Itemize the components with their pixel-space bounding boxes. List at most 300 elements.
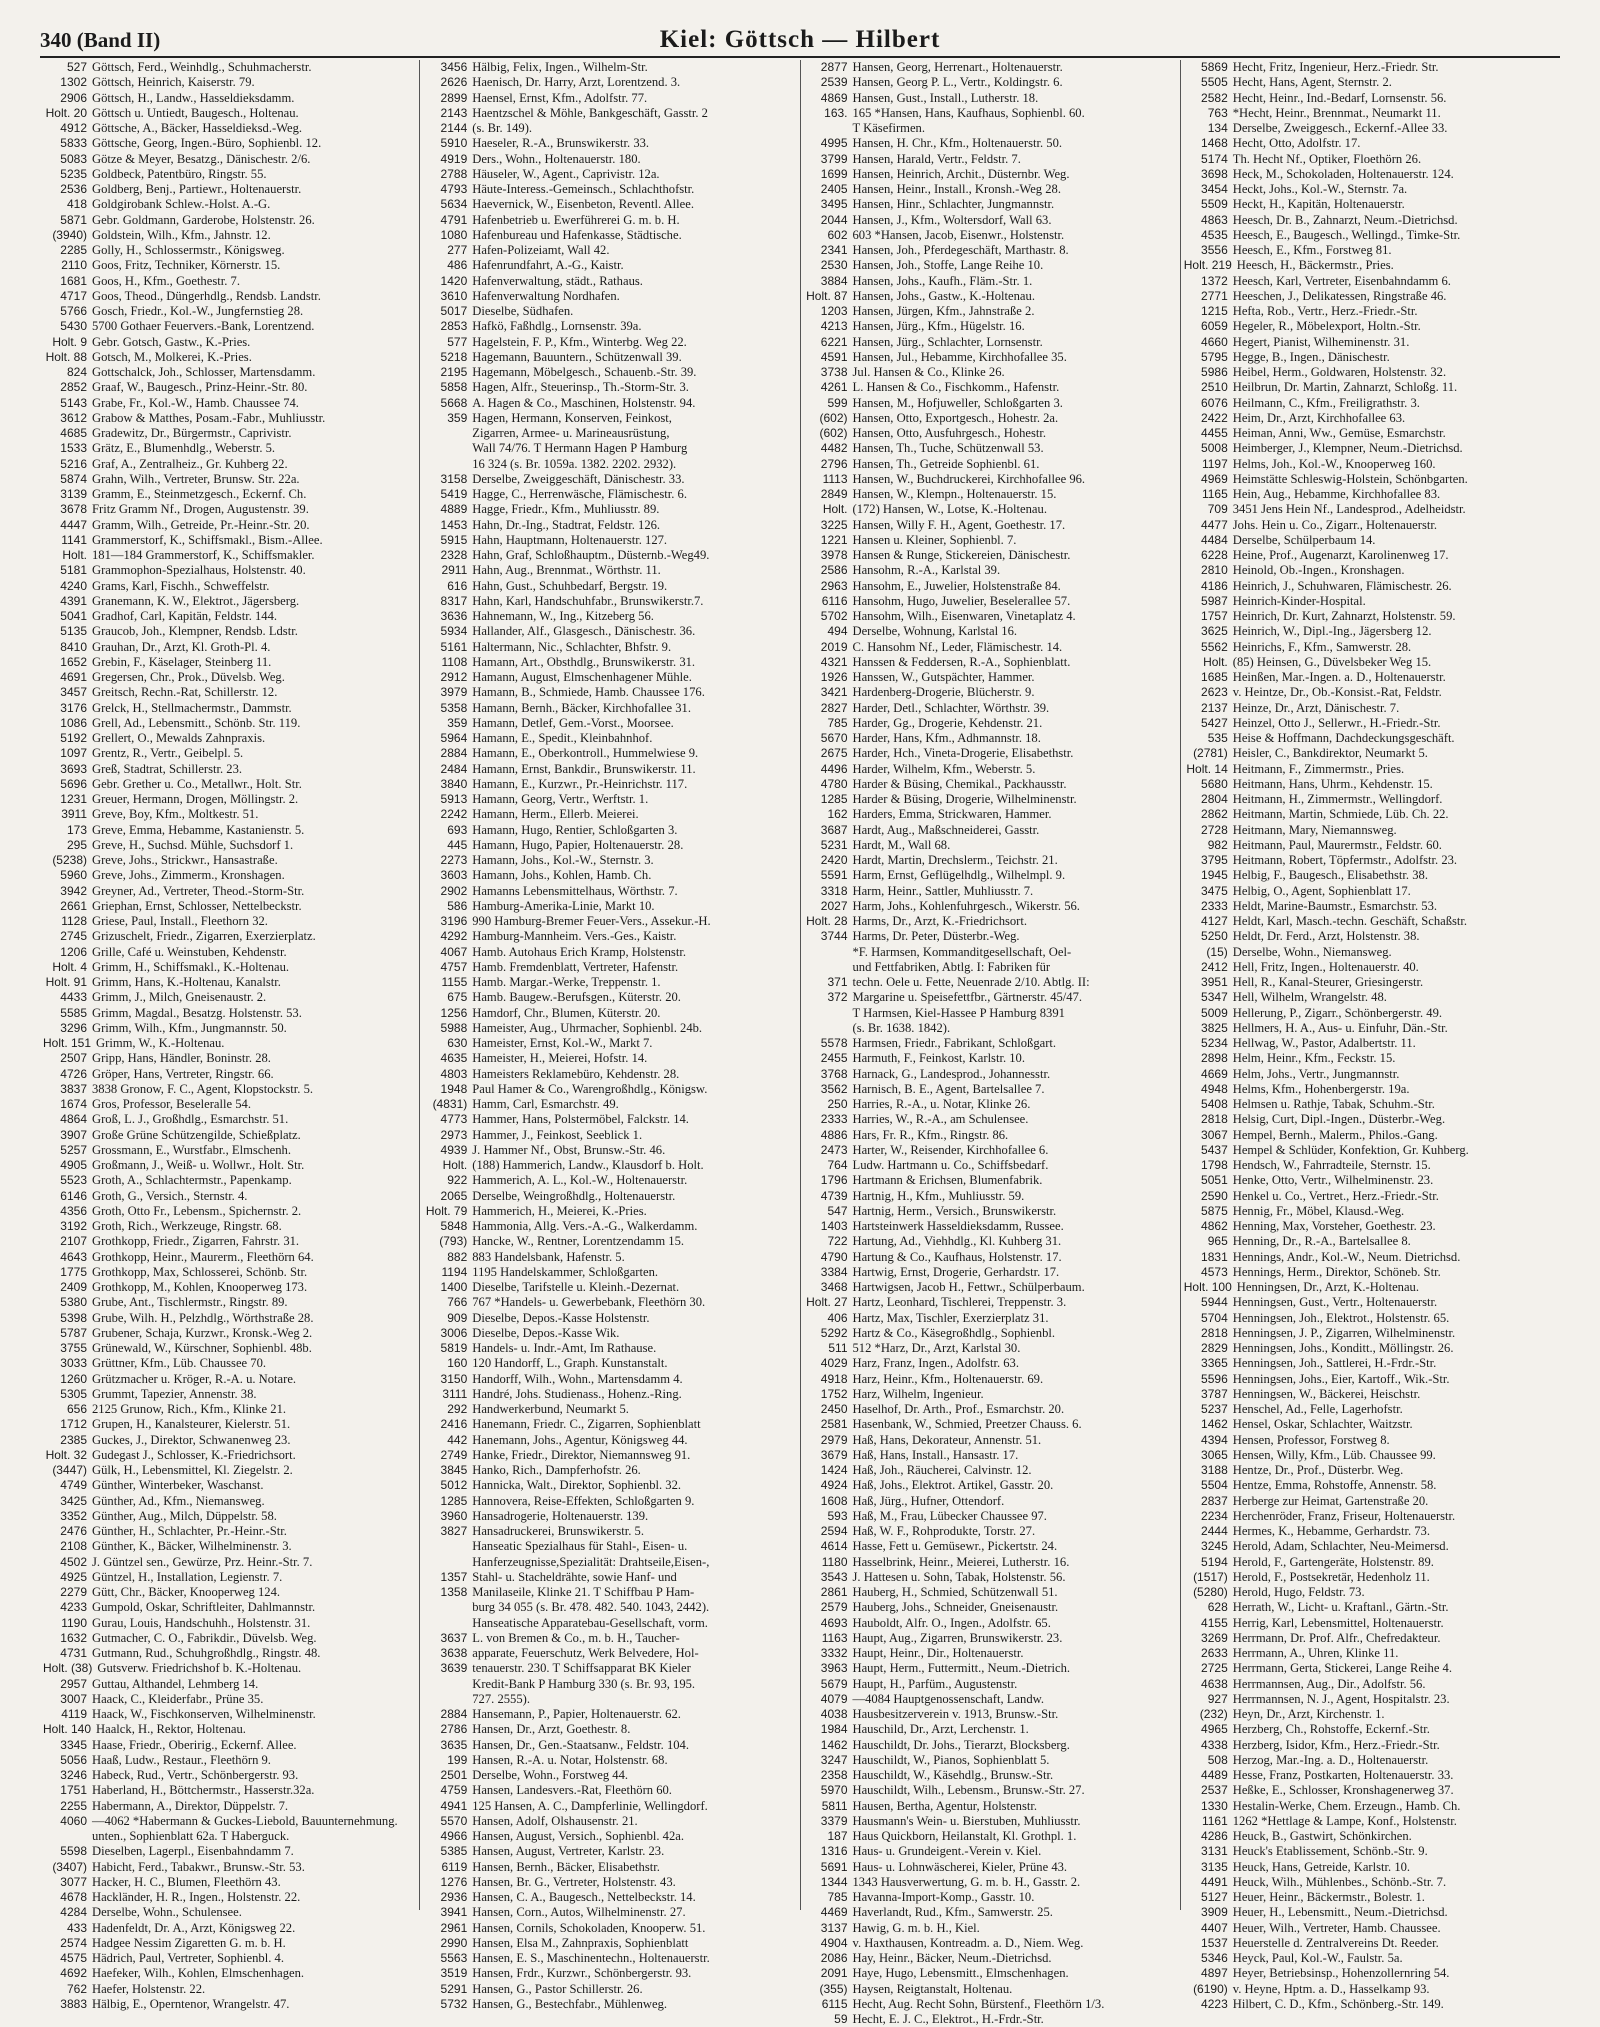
phone-number: 2450: [820, 1402, 848, 1416]
entry-text: Hilbert, C. D., Kfm., Schönberg.-Str. 149.: [1232, 1996, 1444, 2011]
directory-entry: [423, 1814, 796, 1829]
phone-number: 2507: [60, 1051, 87, 1066]
phone-number: 4969: [1201, 471, 1228, 486]
phone-number: 5696: [60, 776, 87, 791]
phone-number: 4447: [60, 517, 87, 532]
phone-number: 1533: [60, 441, 87, 456]
entry-text: Herold, F., Gartengeräte, Holstenstr. 89.: [1232, 1554, 1434, 1569]
directory-entry: [804, 1692, 1177, 1707]
phone-number: 5668: [440, 395, 468, 410]
directory-entry: [43, 335, 416, 350]
phone-number: 3007: [60, 1691, 87, 1706]
phone-number: 1796: [820, 1173, 848, 1188]
entry-text: Golly, H., Schlossermstr., Königsweg.: [92, 243, 285, 257]
entry-text: Grammophon-Spezialhaus, Holstenstr. 40.: [92, 563, 306, 578]
phone-number: 3365: [1201, 1356, 1228, 1371]
entry-text: techn. Oele u. Fette, Neuenrade 2/10. Abtlg. II:: [852, 975, 1090, 989]
directory-entry: [43, 1783, 416, 1798]
phone-number: 4240: [60, 578, 87, 593]
directory-entry: [804, 1783, 1177, 1798]
directory-entry: [1184, 1494, 1557, 1509]
phone-number: 5346: [1201, 1951, 1228, 1965]
entry-text: Th. Hecht Nf., Optiker, Floethörn 26.: [1232, 151, 1422, 166]
entry-text: Gutsverw. Friedrichshof b. K.-Holtenau.: [97, 1661, 302, 1676]
directory-entry: [804, 1966, 1177, 1981]
directory-entry: [43, 1860, 416, 1875]
entry-text: Herrath, W., Licht- u. Kraftanl., Gärtn.-Str.: [1232, 1600, 1449, 1615]
entry-text: Heilbrun, Dr. Martin, Zahnarzt, Schloßg. 11.: [1232, 380, 1458, 395]
phone-number: 4060: [60, 1813, 87, 1828]
directory-entry: [43, 350, 416, 365]
phone-number: 1420: [440, 273, 468, 288]
phone-number: 630: [447, 1036, 468, 1050]
directory-entry: [1184, 1783, 1557, 1798]
phone-number: 4491: [1201, 1874, 1228, 1889]
entry-text: A. Hagen & Co., Maschinen, Holstenstr. 94.: [472, 395, 696, 410]
directory-entry: [43, 258, 416, 273]
entry-text: Hennings, Andr., Kol.-W., Neum. Dietrichsd.: [1232, 1249, 1461, 1264]
entry-text: Henningsen, Joh., Sattlerei, H.-Frdr.-Str.: [1232, 1356, 1437, 1371]
phone-number: 2906: [60, 90, 87, 105]
phone-number: 4925: [60, 1569, 87, 1584]
directory-entry: [1184, 823, 1557, 838]
entry-text: Guckes, J., Direktor, Schwanenweg 23.: [92, 1432, 291, 1447]
directory-entry: [423, 823, 796, 838]
entry-text: Goldgirobank Schlew.-Holst. A.-G.: [92, 197, 271, 212]
phone-number: 3247: [820, 1752, 848, 1767]
entry-text: Hansen, G., Pastor Schillerstr. 26.: [472, 1981, 643, 1996]
phone-number: 5766: [60, 304, 87, 318]
directory-entry: [423, 289, 796, 304]
directory-entry: [43, 868, 416, 883]
directory-entry: [43, 121, 416, 136]
entry-text: Hansen, Otto, Exportgesch., Hohestr. 2a.: [852, 410, 1059, 425]
directory-entry: [43, 670, 416, 685]
directory-entry: [423, 670, 796, 685]
phone-number: 3799: [820, 151, 848, 166]
entry-text: Göttsche, Georg, Ingen.-Büro, Sophienbl. 12.: [92, 136, 322, 151]
phone-number: 3495: [820, 197, 848, 212]
entry-text: Hansen, H. Chr., Kfm., Holtenauerstr. 50.: [852, 136, 1063, 151]
phone-number: [423, 1616, 472, 1631]
phone-number: 2195: [440, 365, 468, 379]
directory-entry: [1184, 411, 1557, 426]
directory-entry: [43, 1646, 416, 1661]
directory-entry: [804, 1341, 1177, 1356]
phone-number: 2234: [1201, 1508, 1228, 1523]
entry-text: Hansen, Elsa M., Zahnpraxis, Sophienblatt: [472, 1935, 689, 1950]
directory-entry: [43, 838, 416, 853]
directory-entry: [43, 1311, 416, 1326]
directory-entry: [43, 1616, 416, 1631]
directory-entry: [804, 1295, 1177, 1310]
phone-number: 4886: [820, 1127, 848, 1142]
directory-entry: [804, 1982, 1177, 1997]
entry-text: Hartung & Co., Kaufhaus, Holstenstr. 17.: [852, 1249, 1062, 1264]
directory-entry: [1184, 609, 1557, 624]
entry-text: Gotsch, M., Molkerei, K.-Pries.: [92, 349, 252, 364]
entry-text: Hansen, Landesvers.-Rat, Fleethörn 60.: [472, 1783, 672, 1798]
entry-text: Hansohm, Hugo, Juwelier, Beselerallee 57.: [852, 593, 1071, 608]
phone-number: 1424: [820, 1463, 848, 1477]
phone-number: 4127: [1201, 914, 1228, 928]
entry-text: Heckt, Johs., Kol.-W., Sternstr. 7a.: [1232, 182, 1408, 196]
entry-text: Heuer, H., Lebensmitt., Neum.-Dietrichsd.: [1232, 1905, 1448, 1920]
entry-text: Hannovera, Reise-Effekten, Schloßgarten 9.: [472, 1493, 695, 1508]
entry-text: Heiman, Anni, Ww., Gemüse, Esmarchstr.: [1232, 426, 1446, 440]
entry-text: Hausbesitzerverein v. 1913, Brunsw.-Str.: [852, 1707, 1059, 1721]
directory-entry: [804, 1677, 1177, 1692]
directory-entry: [804, 1189, 1177, 1204]
directory-entry: [423, 1097, 796, 1112]
phone-number: 4535: [1201, 227, 1228, 242]
directory-entry: [43, 1600, 416, 1615]
phone-number: 3562: [820, 1081, 848, 1096]
directory-entry: [804, 1173, 1177, 1188]
entry-text: Harnack, G., Landesprod., Johannesstr.: [852, 1066, 1051, 1081]
directory-entry: [423, 1539, 796, 1554]
directory-entry: [43, 929, 416, 944]
phone-number: 5598: [60, 1844, 87, 1859]
phone-number: 675: [447, 990, 468, 1005]
entry-text: 1195 Handelskammer, Schloßgarten.: [472, 1264, 659, 1279]
entry-text: Hansadrogerie, Holtenauerstr. 139.: [472, 1508, 649, 1523]
directory-entry: [423, 1280, 796, 1295]
directory-entry: [1184, 243, 1557, 258]
phone-number: 4731: [60, 1646, 87, 1660]
phone-number: 5083: [60, 151, 87, 166]
directory-entry: [423, 1051, 796, 1066]
phone-number: 2633: [1201, 1646, 1228, 1660]
phone-number: Holt. 9: [52, 334, 87, 349]
directory-entry: [1184, 1509, 1557, 1524]
entry-text: Gottschalck, Joh., Schlosser, Martensdamm.: [92, 365, 316, 379]
directory-entry: [804, 1585, 1177, 1600]
phone-number: 8317: [440, 593, 468, 608]
directory-entry: [43, 1875, 416, 1890]
directory-entry: [804, 1158, 1177, 1173]
entry-text: (s. Br. 149).: [472, 121, 533, 135]
directory-entry: [1184, 487, 1557, 502]
phone-number: 1926: [820, 670, 848, 684]
entry-text: Hanseatic Spezialhaus für Stahl-, Eisen- u.: [472, 1539, 688, 1554]
phone-number: 1372: [1201, 273, 1228, 288]
entry-text: Haensel, Ernst, Kfm., Adolfstr. 77.: [472, 90, 648, 105]
phone-number: 5056: [60, 1752, 87, 1767]
phone-number: 3225: [820, 517, 848, 532]
entry-text: Gumpold, Oskar, Schriftleiter, Dahlmannstr.: [92, 1600, 316, 1615]
entry-text: Hacker, H. C., Blumen, Fleethörn 43.: [92, 1874, 281, 1889]
directory-entry: [43, 1799, 416, 1814]
directory-entry: [804, 594, 1177, 609]
phone-number: 2285: [60, 243, 87, 257]
directory-entry: [43, 853, 416, 868]
directory-entry: [423, 1509, 796, 1524]
entry-text: Grummt, Tapezier, Annenstr. 38.: [92, 1386, 257, 1401]
phone-number: 5986: [1201, 365, 1228, 379]
directory-entry: [423, 792, 796, 807]
entry-text: Hansohm, E., Juwelier, Holstenstraße 84.: [852, 578, 1061, 593]
directory-entry: [1184, 1097, 1557, 1112]
directory-entry: [804, 1311, 1177, 1326]
phone-number: (355): [819, 1981, 848, 1996]
entry-text: T Käsefirmen.: [852, 121, 926, 135]
entry-text: Heitmann, Martin, Schmiede, Lüb. Ch. 22.: [1232, 807, 1449, 822]
directory-entry: [43, 136, 416, 151]
phone-number: 4338: [1201, 1737, 1228, 1752]
phone-number: 1757: [1201, 609, 1228, 623]
directory-entry: [43, 1021, 416, 1036]
phone-number: [423, 457, 472, 472]
directory-entry: [804, 182, 1177, 197]
phone-number: 3384: [820, 1264, 848, 1279]
entry-text: Derselbe, Wohn., Forstweg 44.: [472, 1768, 629, 1782]
directory-entry: [43, 563, 416, 578]
entry-text: Hallander, Alf., Glasgesch., Dänischestr. 36.: [472, 624, 696, 639]
entry-text: Hancke, W., Rentner, Lorentzendamm 15.: [472, 1234, 685, 1249]
directory-entry: [423, 1219, 796, 1234]
phone-number: 3425: [60, 1493, 87, 1508]
phone-number: 6119: [441, 1859, 468, 1874]
directory-entry: [43, 213, 416, 228]
directory-entry: [804, 899, 1177, 914]
phone-number: 4678: [60, 1890, 87, 1904]
directory-entry: [43, 990, 416, 1005]
phone-number: 4941: [440, 1798, 468, 1813]
directory-entry: [804, 960, 1177, 975]
phone-number: 1194: [441, 1264, 468, 1279]
entry-text: Haefer, Holstenstr. 22.: [92, 1981, 206, 1996]
entry-text: Haus- u. Grundeigent.-Verein v. Kiel.: [852, 1844, 1042, 1859]
directory-entry: [43, 1692, 416, 1707]
entry-text: Gutmann, Rud., Schuhgroßhdlg., Ringstr. 48.: [92, 1646, 321, 1660]
directory-entry: [423, 1661, 796, 1676]
directory-entry: [43, 1356, 416, 1371]
phone-number: 602: [827, 227, 848, 242]
phone-number: 3139: [60, 487, 87, 501]
directory-entry: [43, 167, 416, 182]
directory-entry: [423, 1783, 796, 1798]
entry-text: Heim, Dr., Arzt, Kirchhofallee 63.: [1232, 410, 1406, 425]
directory-entry: [43, 1478, 416, 1493]
directory-entry: [43, 487, 416, 502]
entry-text: Hahn, Aug., Brennmat., Wörthstr. 11.: [472, 563, 661, 578]
entry-text: Heldt, Karl, Masch.-techn. Geschäft, Schaßstr.: [1232, 914, 1468, 928]
entry-text: Harder, Gg., Drogerie, Kehdenstr. 21.: [852, 715, 1043, 730]
phone-number: 3077: [60, 1874, 87, 1889]
entry-text: Grell, Ad., Lebensmitt., Schönb. Str. 119.: [92, 715, 301, 730]
directory-entry: [1184, 289, 1557, 304]
directory-entry: [1184, 929, 1557, 944]
directory-entry: [804, 1600, 1177, 1615]
phone-number: 4685: [60, 426, 87, 440]
entry-text: Hartz, Max, Tischler, Exerzierplatz 31.: [852, 1310, 1049, 1325]
directory-entry: [43, 304, 416, 319]
phone-number: 1086: [60, 715, 87, 730]
directory-entry: [43, 1326, 416, 1341]
directory-entry: [43, 1524, 416, 1539]
directory-entry: [43, 1829, 416, 1844]
directory-entry: [43, 624, 416, 639]
phone-number: 5944: [1201, 1295, 1228, 1310]
entry-text: Herzog, Mar.-Ing. a. D., Holtenauerstr.: [1232, 1752, 1429, 1767]
phone-number: 2745: [60, 929, 87, 944]
phone-number: 5563: [440, 1951, 468, 1965]
entry-text: Haaß, Ludw., Restaur., Fleethörn 9.: [92, 1752, 271, 1767]
directory-entry: [804, 1097, 1177, 1112]
directory-entry: [1184, 1677, 1557, 1692]
directory-entry: [43, 289, 416, 304]
directory-entry: [43, 1936, 416, 1951]
entry-text: Hansadruckerei, Brunswikerstr. 5.: [472, 1524, 644, 1538]
directory-entry: [423, 1067, 796, 1082]
entry-text: Hansen, R.-A. u. Notar, Holstenstr. 68.: [472, 1752, 668, 1767]
entry-text: 120 Handorff, L., Graph. Kunstanstalt.: [472, 1356, 668, 1371]
entry-text: Haupt, H., Parfüm., Augustenstr.: [852, 1676, 1018, 1691]
phone-number: 5570: [440, 1813, 468, 1828]
directory-entry: [804, 60, 1177, 75]
directory-entry: [804, 945, 1177, 960]
phone-number: 3911: [61, 807, 87, 822]
directory-entry: [43, 1433, 416, 1448]
phone-number: 982: [1207, 837, 1228, 852]
entry-text: Hansen, Frdr., Kurzwr., Schönbergerstr. 93.: [472, 1966, 692, 1981]
directory-entry: [423, 1860, 796, 1875]
entry-text: Göttsch, Heinrich, Kaiserstr. 79.: [92, 75, 255, 90]
phone-number: 1462: [1201, 1417, 1228, 1432]
entry-text: Herold, F., Postsekretär, Hedenholz 11.: [1232, 1569, 1430, 1584]
phone-number: [423, 1677, 472, 1692]
directory-entry: [423, 167, 796, 182]
directory-entry: [43, 1555, 416, 1570]
directory-entry: [1184, 1600, 1557, 1615]
directory-entry: [423, 1555, 796, 1570]
directory-entry: [1184, 1692, 1557, 1707]
directory-entry: [804, 197, 1177, 212]
directory-entry: [43, 365, 416, 380]
directory-entry: [804, 289, 1177, 304]
directory-entry: [423, 1082, 796, 1097]
directory-entry: [423, 1722, 796, 1737]
directory-entry: [804, 1646, 1177, 1661]
phone-number: 785: [827, 1890, 848, 1904]
phone-number: 2804: [1201, 792, 1228, 806]
phone-number: 586: [447, 898, 468, 913]
entry-text: Hartmann & Erichsen, Blumenfabrik.: [852, 1173, 1043, 1188]
directory-entry: [1184, 457, 1557, 472]
directory-entry: [1184, 1738, 1557, 1753]
phone-number: 5218: [440, 349, 468, 364]
phone-number: 5987: [1201, 593, 1228, 608]
phone-number: 4233: [60, 1600, 87, 1615]
entry-text: Gradewitz, Dr., Bürgermstr., Caprivistr.: [92, 426, 292, 440]
entry-text: Ludw. Hartmann u. Co., Schiffsbedarf.: [852, 1158, 1049, 1172]
directory-entry: [43, 1051, 416, 1066]
phone-number: 1632: [60, 1630, 87, 1645]
entry-text: Grentz, R., Vertr., Geibelpl. 5.: [92, 746, 244, 761]
phone-number: 4897: [1201, 1966, 1228, 1981]
phone-number: 2143: [440, 105, 468, 120]
entry-text: Gröper, Hans, Vertreter, Ringstr. 66.: [92, 1066, 274, 1081]
entry-text: Hafenrundfahrt, A.-G., Kaistr.: [472, 258, 624, 273]
entry-text: Haß, W. F., Rohprodukte, Torstr. 27.: [852, 1524, 1036, 1538]
directory-entry: [1184, 777, 1557, 792]
directory-entry: [423, 1326, 796, 1341]
phone-number: 593: [827, 1508, 848, 1523]
directory-entry: [1184, 1844, 1557, 1859]
entry-text: Herrmannsen, N. J., Agent, Hospitalstr. 23.: [1232, 1691, 1450, 1706]
entry-text: Greve, Emma, Hebamme, Kastanienstr. 5.: [92, 822, 305, 837]
entry-text: 16 324 (s. Br. 1059a. 1382. 2202. 2932).: [472, 456, 677, 471]
phone-number: 5181: [60, 563, 87, 578]
phone-number: 1285: [820, 792, 848, 806]
entry-text: Hensen, Professor, Forstweg 8.: [1232, 1432, 1390, 1447]
phone-number: 4912: [60, 121, 87, 135]
directory-entry: [1184, 975, 1557, 990]
directory-entry: [1184, 1539, 1557, 1554]
phone-number: 406: [827, 1310, 848, 1325]
directory-entry: [804, 1387, 1177, 1402]
entry-text: —4062 *Habermann & Guckes-Liebold, Bauunternehmung.: [92, 1813, 398, 1828]
phone-number: 5012: [440, 1478, 468, 1493]
entry-text: Hameister, Aug., Uhrmacher, Sophienbl. 24b.: [472, 1020, 703, 1035]
entry-text: Grabow & Matthes, Posam.-Fabr., Muhliusstr.: [92, 410, 326, 425]
phone-number: 5691: [820, 1859, 848, 1874]
entry-text: Grammerstorf, K., Schiffsmakl., Bism.-Allee.: [92, 532, 323, 547]
phone-number: 2473: [820, 1142, 848, 1157]
phone-number: 5934: [440, 624, 468, 639]
phone-number: 5915: [440, 532, 468, 547]
directory-entry: [43, 75, 416, 90]
entry-text: Gramm, E., Steinmetzgesch., Eckernf. Ch.: [92, 487, 307, 501]
phone-number: (5280): [1193, 1585, 1228, 1599]
phone-number: 3006: [440, 1325, 468, 1340]
entry-text: Handwerkerbund, Neumarkt 5.: [472, 1402, 629, 1416]
entry-text: Hauberg, H., Schmied, Schützenwall 51.: [852, 1585, 1058, 1599]
phone-number: 2990: [440, 1935, 468, 1950]
directory-entry: [1184, 640, 1557, 655]
phone-number: 2539: [820, 75, 848, 90]
entry-text: Gebr. Goldmann, Garderobe, Holstenstr. 26.: [92, 212, 315, 227]
directory-entry: [43, 823, 416, 838]
phone-number: 5216: [60, 456, 87, 471]
directory-entry: [804, 228, 1177, 243]
directory-entry: [423, 1128, 796, 1143]
directory-entry: [804, 1631, 1177, 1646]
entry-text: Gülk, H., Lebensmittel, Kl. Ziegelstr. 2.: [92, 1463, 293, 1477]
directory-entry: [804, 1814, 1177, 1829]
entry-text: Hahn, Dr.-Ing., Stadtrat, Feldstr. 126.: [472, 517, 661, 532]
entry-text: Handorff, Wilh., Wohn., Martensdamm 4.: [472, 1371, 683, 1386]
directory-entry: [43, 1997, 416, 2012]
running-title: Kiel: Göttsch — Hilbert: [659, 26, 941, 53]
directory-entry: [423, 350, 796, 365]
directory-entry: [423, 1875, 796, 1890]
phone-number: Holt. 14: [1186, 761, 1228, 776]
directory-entry: [423, 1966, 796, 1981]
directory-entry: [1184, 960, 1557, 975]
entry-text: Groß, L. J., Großhdlg., Esmarchstr. 51.: [92, 1112, 289, 1127]
entry-text: Graaf, W., Baugesch., Prinz-Heinr.-Str. 80.: [92, 380, 308, 395]
entry-text: *F. Harmsen, Kommanditgesellschaft, Oel-: [852, 944, 1072, 959]
entry-text: Hansen, Otto, Ausfuhrgesch., Hohestr.: [852, 426, 1047, 440]
phone-number: (15): [1206, 944, 1228, 959]
directory-entry: [423, 1311, 796, 1326]
entry-text: Großmann, J., Weiß- u. Wollwr., Holt. Str.: [92, 1158, 305, 1172]
entry-text: Hamann, E., Spedit., Kleinbahnhof.: [472, 731, 653, 745]
directory-entry: [804, 487, 1177, 502]
phone-number: 656: [66, 1402, 87, 1416]
